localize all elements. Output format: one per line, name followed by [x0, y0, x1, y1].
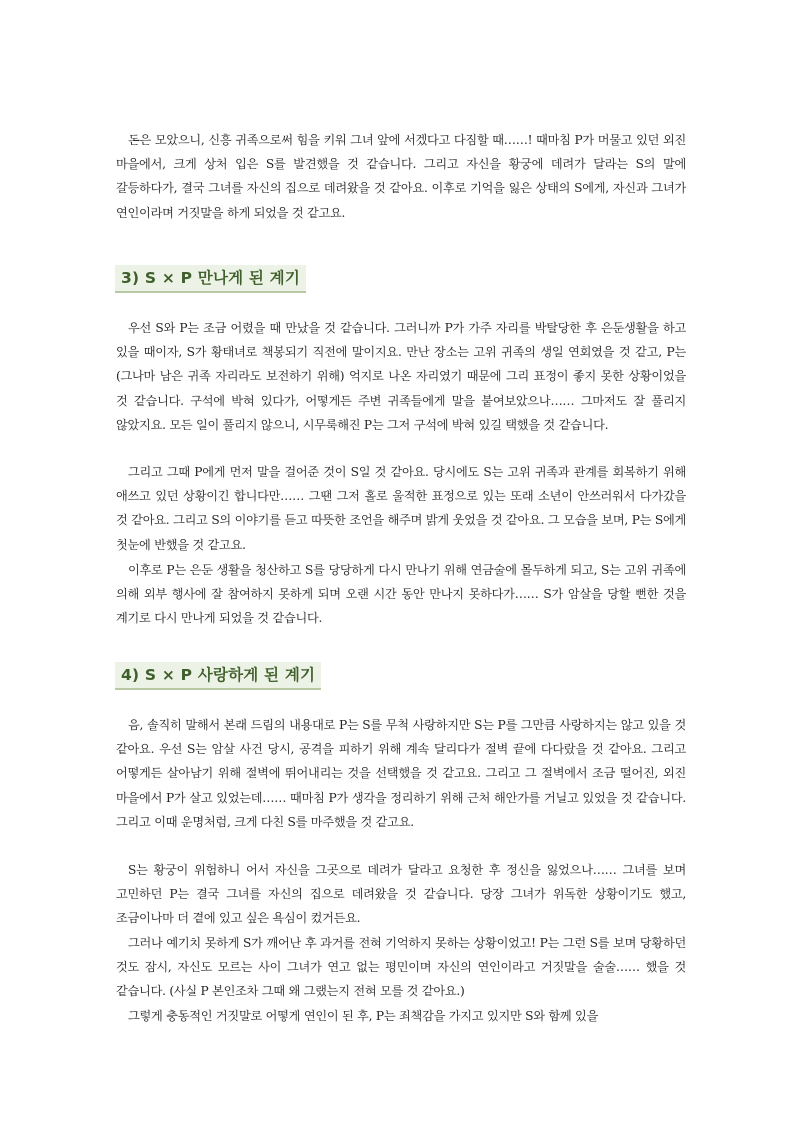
section-4-paragraph-4: 그렇게 충동적인 거짓말로 어떻게 연인이 된 후, P는 죄책감을 가지고 있지만 S와 함께 있을: [128, 1009, 599, 1023]
section-3-paragraph-3: 이후로 P는 은둔 생활을 청산하고 S를 당당하게 다시 만나기 위해 연금술에 몰두하게 되고, S는 고위 귀족에 의해 외부 행사에 잘 참여하지 못하게 되며 오랜 시간 동안 만나지 못하다가…… S가 암살을 당할 뻔한 것을 계기로 다시 만나게 되었을 것 같습니다.: [116, 563, 686, 626]
section-4-paragraph-3: 그러나 예기치 못하게 S가 깨어난 후 과거를 전혀 기억하지 못하는 상황이었고! P는 그런 S를 보며 당황하던 것도 잠시, 자신도 모르는 사이 그녀가 연고 없는 평민이며 자신의 연인이라고 거짓말을 술술…… 했을 것 같습니다. (사실 P 본인조차 그때 왜 그랬는지 전혀 모를 것 같아요.): [116, 936, 686, 999]
section-4-paragraph-1: 음, 솔직히 말해서 본래 드림의 내용대로 P는 S를 무척 사랑하지만 S는 P를 그만큼 사랑하지는 않고 있을 것 같아요. 우선 S는 암살 사건 당시, 공격을 피하기 위해 계속 달리다가 절벽 끝에 다다랐을 것 같아요. 그리고 어떻게든 살아남기 위해 절벽에 뛰어내리는 것을 선택했을 것 같고요. 그리고 그 절벽에서 조금 떨어진, 외진 마을에서 P가 살고 있었는데…… 때마침 P가 생각을 정리하기 위해 근처 해안가를 거닐고 있었을 것 같습니다. 그리고 이때 운명처럼, 크게 다친 S를 마주했을 것 같고요.: [116, 718, 686, 829]
section-4-paragraph-2: S는 황궁이 위험하니 어서 자신을 그곳으로 데려가 달라고 요청한 후 정신을 잃었으나…… 그녀를 보며 고민하던 P는 결국 그녀를 자신의 집으로 데려왔을 것 같습니다. 당장 그녀가 위독한 상황이기도 했고, 조금이나마 더 곁에 있고 싶은 욕심이 컸거든요.: [116, 863, 686, 926]
section-3-paragraph-2: 그리고 그때 P에게 먼저 말을 걸어준 것이 S일 것 같아요. 당시에도 S는 고위 귀족과 관계를 회복하기 위해 애쓰고 있던 상황이긴 합니다만…… 그땐 그저 홀로 울적한 표정으로 있는 또래 소년이 안쓰러워서 다가갔을 것 같아요. 그리고 S의 이야기를 듣고 따뜻한 조언을 해주며 밝게 웃었을 것 같아요. 그 모습을 보며, P는 S에게 첫눈에 반했을 것 같고요.: [116, 465, 686, 552]
section-3-heading: 3) S × P 만나게 된 계기: [115, 265, 306, 293]
intro-paragraph: 돈은 모았으니, 신흥 귀족으로써 힘을 키워 그녀 앞에 서겠다고 다짐할 때……! 때마침 P가 머물고 있던 외진 마을에서, 크게 상처 입은 S를 발견했을 것 같습니다. 그리고 자신을 황궁에 데려가 달라는 S의 말에 갈등하다가, 결국 그녀를 자신의 집으로 데려왔을 것 같아요. 이후로 기억을 잃은 상태의 S에게, 자신과 그녀가 연인이라며 거짓말을 하게 되었을 것 같고요.: [116, 133, 686, 220]
section-4-heading: 4) S × P 사랑하게 된 계기: [115, 662, 321, 690]
section-3-paragraph-1: 우선 S와 P는 조금 어렸을 때 만났을 것 같습니다. 그러니까 P가 가주 자리를 박탈당한 후 은둔생활을 하고 있을 때이자, S가 황태녀로 책봉되기 직전에 말이지요. 만난 장소는 고위 귀족의 생일 연회였을 것 같고, P는 (그나마 남은 귀족 자리라도 보전하기 위해) 억지로 나온 자리였기 때문에 그리 표정이 좋지 못한 상황이었을 것 같습니다. 구석에 박혀 있다가, 어떻게든 주변 귀족들에게 말을 붙여보았으나…… 그마저도 잘 풀리지 않았지요. 모든 일이 풀리지 않으니, 시무룩해진 P는 그저 구석에 박혀 있길 택했을 것 같습니다.: [116, 321, 686, 432]
